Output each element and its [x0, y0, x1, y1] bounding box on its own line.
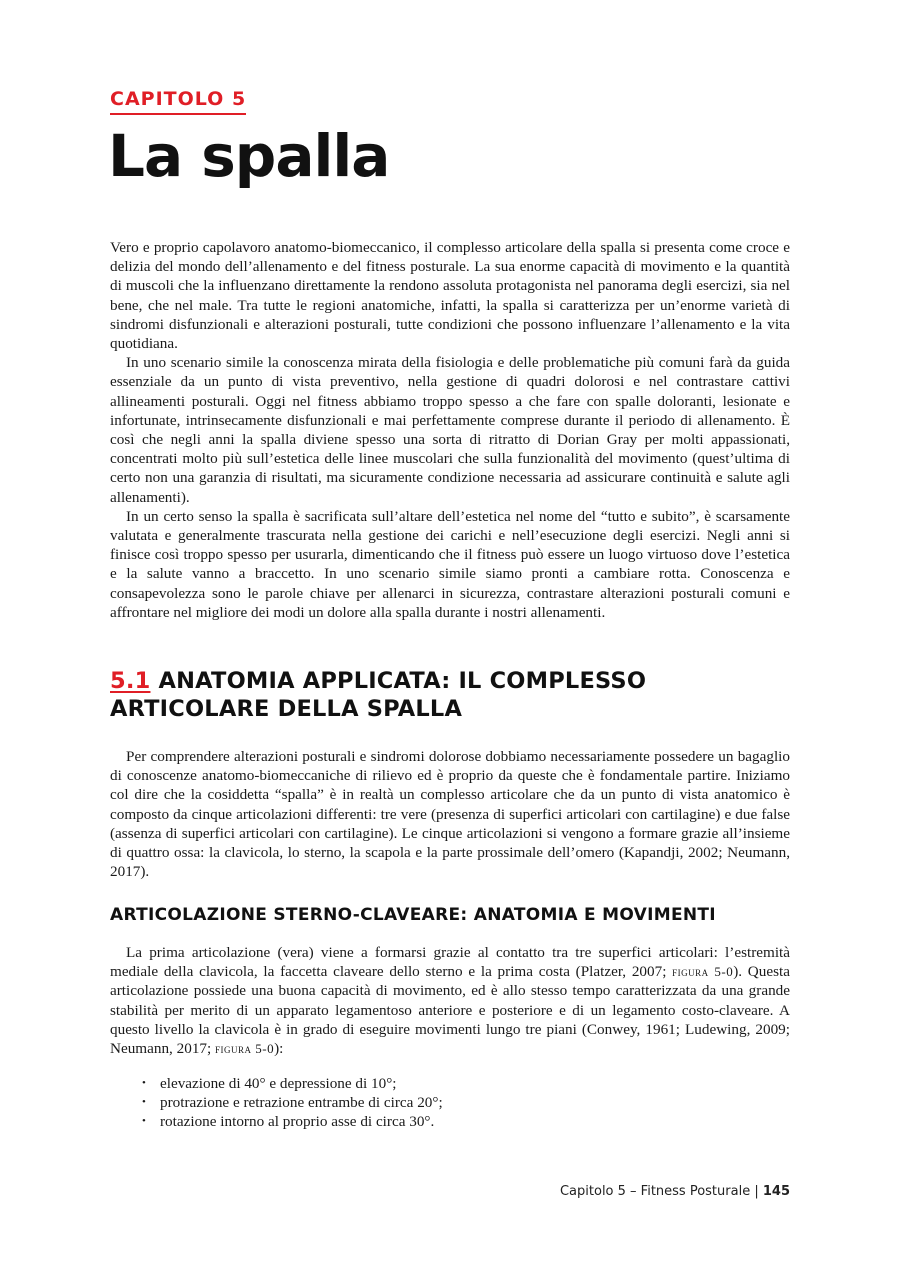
- intro-paragraph: In un certo senso la spalla è sacrificata sull’altare dell’estetica nel nome del “tutto e subito”, è scarsamente valutata e generalmente trascurata nella gestione dei carichi e nell’esecuzione degli esercizi. Negli anni si finisce così troppo spesso per usurarla, dimenticando che il fitness può essere un luogo virtuoso dove l’estetica e la salute vanno a braccetto. In uno scenario simile siamo pronti a cambiare rotta. Conoscenza e consapevolezza sono le parole chiave per allenarci in sicurezza, contrastare alterazioni posturali comuni e affrontare nel migliore dei modi un dolore alla spalla durante i nostri allenamenti.: [110, 507, 790, 621]
- bullet-icon: •: [142, 1077, 146, 1089]
- paragraph-text: La prima articolazione (vera) viene a formarsi grazie al contatto tra tre superfici articolari: l’estremità mediale della clavicola, la faccetta claveare dello sterno e la prima costa (Platzer, 2007;: [110, 944, 790, 981]
- bullet-icon: •: [142, 1115, 146, 1128]
- subsection-heading: ARTICOLAZIONE STERNO-CLAVEARE: ANATOMIA E MOVIMENTI: [110, 905, 716, 925]
- figure-reference: figura 5-0: [672, 964, 734, 980]
- running-title: Capitolo 5 – Fitness Posturale: [559, 1184, 751, 1199]
- paragraph-text: ). Questa articolazione possiede una buona capacità di movimento, ed è allo stesso tempo caratterizzata da una grande stabilità per merito di un apparato legamentoso anteriore e posteriore e di un legamento costo-claveare. A questo livello la clavicola è in grado di eseguire movimenti lungo tre piani (Conwey, 1961; Ludewing, 2009; Neumann, 2017;: [110, 963, 790, 1058]
- chapter-label: CAPITOLO 5: [110, 88, 246, 115]
- chapter-title: La spalla: [108, 122, 390, 190]
- bullet-icon: •: [142, 1096, 146, 1109]
- section-number: 5.1: [110, 668, 151, 694]
- intro-paragraph: Vero e proprio capolavoro anatomo-biomeccanico, il complesso articolare della spalla si presenta come croce e delizia del mondo dell’allenamento e del fitness posturale. La sua enorme capacità di movimento e la quantità di muscoli che la influenzano direttamente la rendono assoluta protagonista nel panorama degli esercizi, sia nel bene, che nel male. Tra tutte le regioni anatomiche, infatti, la spalla si caratterizza per un’enorme varietà di sindromi disfunzionali e alterazioni posturali, tutte condizioni che possono influenzare l’allenamento e la vita quotidiana.: [110, 239, 790, 353]
- section-title: ANATOMIA APPLICATA: IL COMPLESSO ARTICOLARE DELLA SPALLA: [110, 668, 647, 722]
- list-item: [110, 1112, 770, 1131]
- list-item-text: elevazione di 40° e depressione di 10°;: [160, 1075, 397, 1092]
- intro-text: [110, 238, 790, 622]
- page-number: 145: [762, 1184, 790, 1199]
- list-item-text: rotazione intorno al proprio asse di circa 30°.: [160, 1113, 435, 1131]
- page-footer: [560, 1184, 790, 1199]
- intro-paragraph: In uno scenario simile la conoscenza mirata della fisiologia e delle problematiche più comuni farà da guida essenziale da un punto di vista preventivo, nella gestione di quadri dolorosi e nel contrastare cattivi allineamenti posturali. Oggi nel fitness abbiamo troppo spesso a che fare con spalle doloranti, lesionate e infortunate, intrinsecamente disfunzionali e mai perfettamente comprese durante il periodo di allenamento. È così che negli anni la spalla diviene spesso una sorta di ritratto di Dorian Gray per molti appassionati, concentrati molto più sull’estetica delle linee muscolari che sulla funzionalità del movimento (quest’ultima di certo non una garanzia di risultati, ma sicuramente condizione necessaria ad assicurare continuità e salute agli allenamenti).: [110, 354, 790, 506]
- list-item-text: protrazione e retrazione entrambe di circa 20°;: [160, 1094, 443, 1112]
- subsection-paragraph: [110, 943, 790, 1058]
- figure-reference: figura 5-0: [215, 1041, 275, 1057]
- movement-list: [110, 1074, 770, 1132]
- list-item: [110, 1093, 770, 1112]
- section-heading: [110, 667, 790, 723]
- section-paragraph: Per comprendere alterazioni posturali e sindromi dolorose dobbiamo necessariamente possedere un bagaglio di conoscenze anatomo-biomeccaniche di rilievo ed è proprio da queste che è fondamentale partire. Iniziamo col dire che la cosiddetta “spalla” è in realtà un complesso articolare che da un punto di vista anatomico è composto da cinque articolazioni differenti: tre vere (presenza di superfici articolari con cartilagine) e due false (assenza di superfici articolari con cartilagine). Le cinque articolazioni si vengono a formare grazie all’insieme di quattro ossa: la clavicola, lo sterno, la scapola e la parte prossimale dell’omero (Kapandji, 2002; Neumann, 2017).: [110, 748, 790, 881]
- list-item: [110, 1074, 770, 1093]
- footer-separator: |: [750, 1184, 763, 1199]
- paragraph-text: ):: [274, 1040, 284, 1058]
